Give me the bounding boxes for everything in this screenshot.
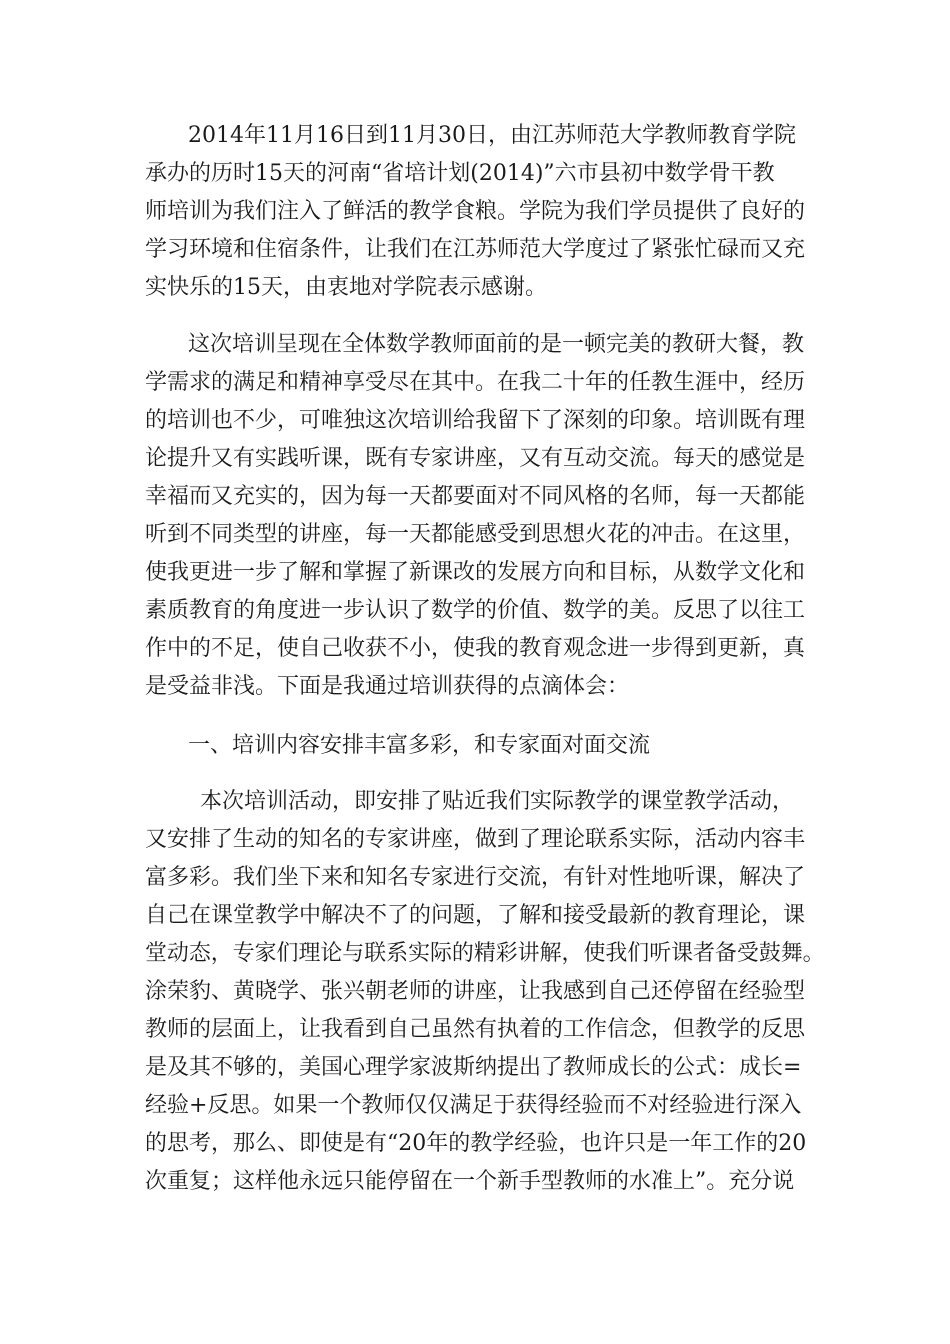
paragraph-3-line-5: 堂动态，专家们理论与联系实际的精彩讲解，使我们听课者备受鼓舞。 [145, 941, 825, 966]
paragraph-3-line-2: 又安排了生动的知名的专家讲座，做到了理论联系实际，活动内容丰 [145, 827, 806, 852]
paragraph-2-line-8: 素质教育的角度进一步认识了数学的价值、数学的美。反思了以往工 [145, 598, 806, 623]
paragraph-3-line-4: 自己在课堂教学中解决不了的问题，了解和接受最新的教育理论，课 [145, 903, 806, 928]
paragraph-3-line-10: 的思考，那么、即使是有“20年的教学经验，也许只是一年工作的20 [145, 1131, 807, 1156]
section-heading-1: 一、培训内容安排丰富多彩，和专家面对面交流 [188, 733, 651, 758]
paragraph-3-line-11: 次重复；这样他永远只能停留在一个新手型教师的水准上”。充分说 [145, 1169, 795, 1194]
paragraph-3-line-7: 教师的层面上，让我看到自己虽然有执着的工作信念，但教学的反思 [145, 1017, 806, 1042]
paragraph-1-line-2: 承办的历时15天的河南“省培计划(2014)”六市县初中数学骨干教 [145, 161, 775, 186]
paragraph-3-line-6: 涂荣豹、黄晓学、张兴朝老师的讲座，让我感到自己还停留在经验型 [145, 979, 806, 1004]
paragraph-2-line-6: 听到不同类型的讲座，每一天都能感受到思想火花的冲击。在这里， [145, 522, 806, 547]
paragraph-1-line-1: 2014年11月16日到11月30日，由江苏师范大学教师教育学院 [188, 123, 796, 148]
paragraph-2-line-4: 论提升又有实践听课，既有专家讲座，又有互动交流。每天的感觉是 [145, 446, 806, 471]
paragraph-2-line-2: 学需求的满足和精神享受尽在其中。在我二十年的任教生涯中，经历 [145, 370, 806, 395]
paragraph-2-line-9: 作中的不足，使自己收获不小，使我的教育观念进一步得到更新，真 [145, 636, 806, 661]
paragraph-1-line-4: 学习环境和住宿条件，让我们在江苏师范大学度过了紧张忙碌而又充 [145, 237, 806, 262]
paragraph-3-line-3: 富多彩。我们坐下来和知名专家进行交流，有针对性地听课，解决了 [145, 865, 806, 890]
paragraph-2-line-3: 的培训也不少，可唯独这次培训给我留下了深刻的印象。培训既有理 [145, 408, 806, 433]
paragraph-3-line-8: 是及其不够的，美国心理学家波斯纳提出了教师成长的公式：成长= [145, 1055, 802, 1080]
paragraph-2-line-5: 幸福而又充实的，因为每一天都要面对不同风格的名师，每一天都能 [145, 484, 806, 509]
paragraph-1-line-5: 实快乐的15天，由衷地对学院表示感谢。 [145, 275, 547, 300]
paragraph-3-line-1: 本次培训活动，即安排了贴近我们实际教学的课堂教学活动， [200, 789, 795, 814]
paragraph-2-line-7: 使我更进一步了解和掌握了新课改的发展方向和目标，从数学文化和 [145, 560, 806, 585]
paragraph-3-line-9: 经验+反思。如果一个教师仅仅满足于获得经验而不对经验进行深入 [145, 1093, 802, 1118]
paragraph-2-line-1: 这次培训呈现在全体数学教师面前的是一顿完美的教研大餐，教 [188, 332, 805, 357]
paragraph-1-line-3: 师培训为我们注入了鲜活的教学食粮。学院为我们学员提供了良好的 [145, 199, 806, 224]
paragraph-2-line-10: 是受益非浅。下面是我通过培训获得的点滴体会： [145, 674, 630, 699]
